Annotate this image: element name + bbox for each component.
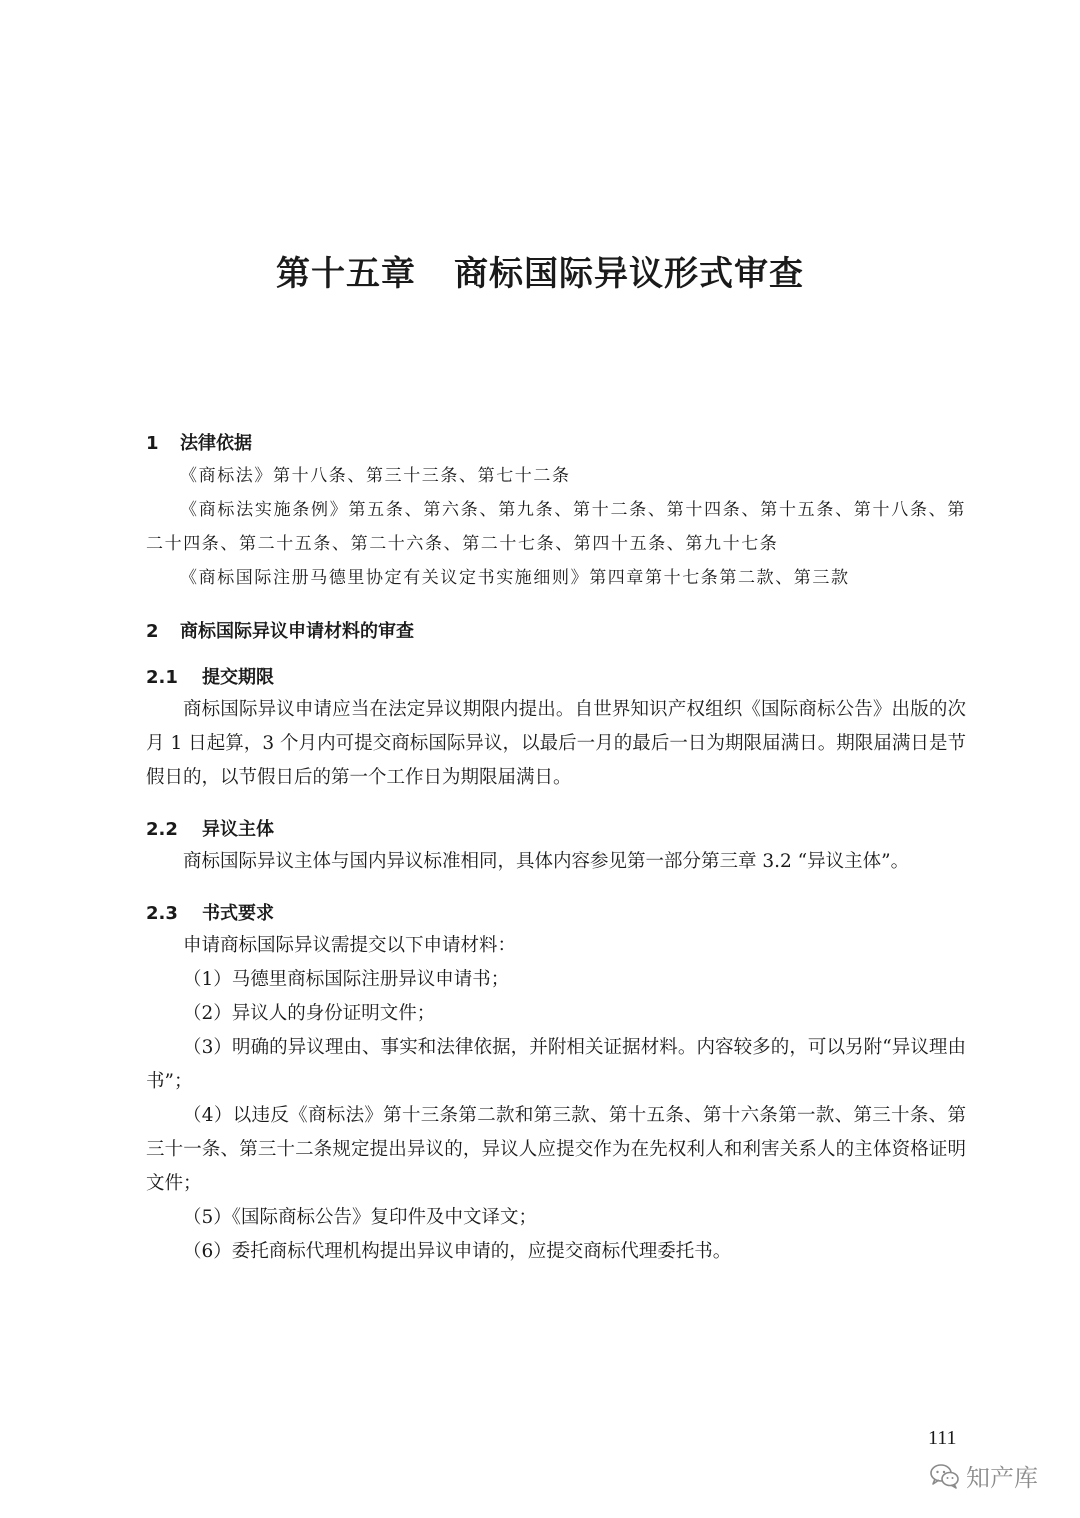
subsection-number: 2.3 (146, 903, 178, 924)
list-item: （1）马德里商标国际注册异议申请书； (183, 969, 510, 990)
section-title: 商标国际异议申请材料的审查 (180, 621, 414, 642)
document-body (146, 429, 966, 1269)
subsection-title: 异议主体 (202, 819, 274, 840)
legal-basis-line: 《商标法实施条例》第五条、第六条、第九条、第十二条、第十四条、第十五条、第十八条、第二十四条、第二十五条、第二十六条、第二十七条、第四十五条、第九十七条 (146, 500, 966, 554)
chapter-number: 第十五章 (276, 254, 416, 294)
subsection-heading (146, 815, 966, 845)
chapter-title (0, 246, 1080, 295)
subsection-heading (146, 663, 966, 693)
list-item: （2）异议人的身份证明文件； (183, 1003, 436, 1024)
subsection-heading (146, 899, 966, 929)
page-number: 111 (928, 1427, 957, 1449)
list-item: （4）以违反《商标法》第十三条第二款和第三款、第十五条、第十六条第一款、第三十条、第三十一条、第三十二条规定提出异议的，异议人应提交作为在先权利人和利害关系人的主体资格证明文件； (146, 1105, 966, 1194)
paragraph: 申请商标国际异议需提交以下申请材料： (183, 935, 517, 956)
list-item: （6）委托商标代理机构提出异议申请的，应提交商标代理委托书。 (183, 1241, 732, 1262)
legal-basis-line: 《商标法》第十八条、第三十三条、第七十二条 (180, 466, 571, 486)
subsection-title: 提交期限 (202, 667, 274, 688)
subsection-number: 2.2 (146, 819, 178, 840)
legal-basis-line: 《商标国际注册马德里协定有关议定书实施细则》第四章第十七条第二款、第三款 (180, 568, 850, 588)
section-heading (146, 429, 966, 459)
subsection-title: 书式要求 (202, 903, 274, 924)
section-title: 法律依据 (180, 433, 252, 454)
section-heading (146, 617, 966, 647)
watermark-text: 知产库 (966, 1464, 1038, 1492)
section-number: 1 (146, 433, 159, 454)
section-number: 2 (146, 621, 159, 642)
watermark (930, 1458, 1038, 1493)
wechat-icon (930, 1463, 960, 1489)
subsection-number: 2.1 (146, 667, 178, 688)
list-item: （5）《国际商标公告》复印件及中文译文； (183, 1207, 538, 1228)
paragraph: 商标国际异议主体与国内异议标准相同，具体内容参见第一部分第三章 3.2 “异议主体”。 (183, 851, 910, 872)
chapter-name: 商标国际异议形式审查 (454, 254, 804, 294)
list-item: （3）明确的异议理由、事实和法律依据，并附相关证据材料。内容较多的，可以另附“异议理由书”； (146, 1037, 966, 1092)
paragraph: 商标国际异议申请应当在法定异议期限内提出。自世界知识产权组织《国际商标公告》出版的次月 1 日起算，3 个月内可提交商标国际异议，以最后一月的最后一日为期限届满日。期限届满日是节假日的，以节假日后的第一个工作日为期限届满日。 (146, 699, 966, 788)
